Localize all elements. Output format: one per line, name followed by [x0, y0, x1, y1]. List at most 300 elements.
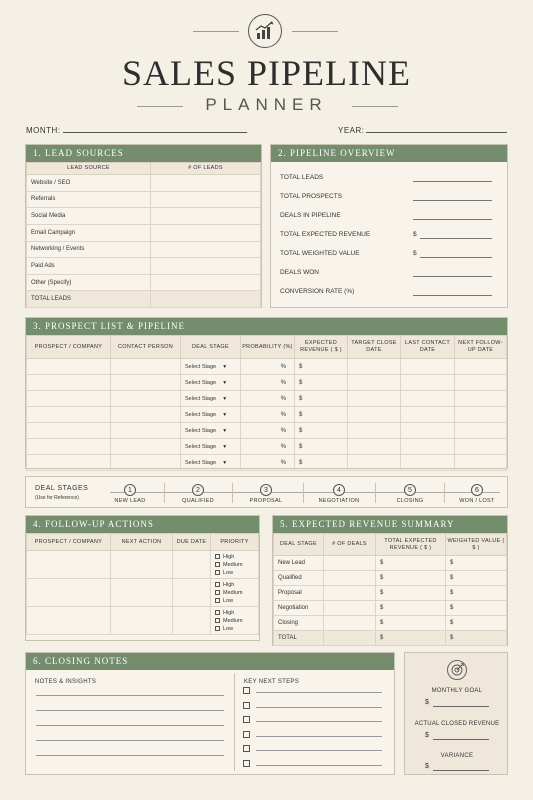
dollar-sign: $: [450, 620, 454, 626]
select-stage-label: Select Stage: [185, 363, 217, 370]
year-label: YEAR:: [338, 126, 365, 135]
followup-panel: [25, 515, 260, 641]
prospect-company-cell[interactable]: [27, 359, 111, 375]
select-stage-label: Select Stage: [185, 427, 217, 434]
page-subtitle: PLANNER: [205, 95, 328, 114]
deal-count-total-cell[interactable]: [324, 631, 376, 646]
col-last-contact-date: LAST CONTACT DATE: [401, 336, 455, 359]
col-next-action: NEXT ACTION: [111, 534, 173, 551]
next-followup-cell[interactable]: [455, 375, 507, 391]
logo-divider-right: [292, 31, 338, 32]
overview-row[interactable]: [280, 283, 498, 302]
next-step-line[interactable]: [256, 736, 382, 737]
revenue-stage-name: Qualified: [274, 571, 324, 586]
col-prospect-company: PROSPECT / COMPANY: [27, 336, 111, 359]
col-target-close-date: TARGET CLOSE DATE: [348, 336, 401, 359]
expected-revenue-cell[interactable]: [295, 423, 348, 439]
col-revenue-stage: DEAL STAGE: [274, 534, 324, 556]
checkbox-icon[interactable]: [243, 731, 250, 738]
next-step-line[interactable]: [256, 765, 382, 766]
lead-sources-panel: [25, 144, 262, 308]
deal-count-cell[interactable]: [324, 616, 376, 631]
followup-prospect-cell[interactable]: [27, 579, 111, 607]
probability-cell[interactable]: [241, 439, 295, 455]
total-expected-cell[interactable]: [376, 586, 446, 601]
monthly-goal-label: MONTHLY GOAL: [431, 688, 483, 694]
target-close-cell[interactable]: [348, 423, 401, 439]
dollar-sign: $: [413, 250, 417, 257]
prospect-list-heading: 3. PROSPECT LIST & PIPELINE: [26, 318, 507, 335]
prospect-company-cell[interactable]: [27, 455, 111, 471]
expected-revenue-cell[interactable]: [295, 359, 348, 375]
deal-stage-select[interactable]: [181, 375, 241, 391]
prospect-row: [27, 423, 507, 439]
priority-label: Low: [223, 597, 234, 604]
checkbox-icon: [215, 618, 220, 623]
total-leads-cell[interactable]: [151, 291, 261, 308]
priority-label: Low: [223, 569, 234, 576]
expected-revenue-cell[interactable]: [295, 391, 348, 407]
col-deal-stage: DEAL STAGE: [181, 336, 241, 359]
prospect-row: [27, 391, 507, 407]
checkbox-icon: [215, 554, 220, 559]
followup-heading: 4. FOLLOW-UP ACTIONS: [26, 516, 259, 533]
checkbox-icon[interactable]: [243, 745, 250, 752]
percent-sign: %: [280, 395, 286, 402]
lead-source-name: Website / SEO: [27, 175, 151, 192]
expected-revenue-cell[interactable]: [295, 455, 348, 471]
actual-closed-field[interactable]: [433, 739, 489, 740]
target-close-cell[interactable]: [348, 455, 401, 471]
deal-stage-select[interactable]: [181, 455, 241, 471]
prospect-company-cell[interactable]: [27, 375, 111, 391]
pipeline-overview-panel: [270, 144, 508, 308]
dropdown-arrow-icon: ▼: [222, 459, 228, 466]
deal-stage-select[interactable]: [181, 407, 241, 423]
priority-option[interactable]: [215, 581, 254, 589]
percent-sign: %: [280, 443, 286, 450]
overview-row[interactable]: [280, 188, 498, 207]
weighted-value-cell[interactable]: [446, 601, 507, 616]
prospect-row: [27, 439, 507, 455]
percent-sign: %: [280, 363, 286, 370]
dropdown-arrow-icon: ▼: [222, 427, 228, 434]
priority-label: Low: [223, 625, 234, 632]
next-followup-cell[interactable]: [455, 391, 507, 407]
checkbox-icon: [215, 598, 220, 603]
revenue-row: [274, 571, 507, 586]
col-lead-count: # OF LEADS: [151, 163, 261, 175]
dollar-sign: $: [450, 635, 454, 641]
select-stage-label: Select Stage: [185, 395, 217, 402]
col-expected-revenue: EXPECTED REVENUE ( $ ): [295, 336, 348, 359]
contact-person-cell[interactable]: [111, 375, 181, 391]
followup-prospect-cell[interactable]: [27, 551, 111, 579]
next-followup-cell[interactable]: [455, 423, 507, 439]
dollar-sign: $: [299, 459, 303, 466]
dollar-sign: $: [413, 231, 417, 238]
revenue-summary-heading: 5. EXPECTED REVENUE SUMMARY: [273, 516, 507, 533]
stage-name: CLOSING: [396, 498, 424, 504]
contact-person-cell[interactable]: [111, 455, 181, 471]
dollar-sign: $: [380, 605, 384, 611]
priority-cell: [211, 579, 259, 607]
select-stage-label: Select Stage: [185, 443, 217, 450]
last-contact-cell[interactable]: [401, 423, 455, 439]
select-stage-label: Select Stage: [185, 459, 217, 466]
deal-stage-select[interactable]: [181, 359, 241, 375]
stage-name: WON / LOST: [459, 498, 495, 504]
stage-name: NEW LEAD: [114, 498, 146, 504]
weighted-value-cell[interactable]: [446, 586, 507, 601]
next-step-line[interactable]: [256, 721, 382, 722]
overview-label: TOTAL EXPECTED REVENUE: [280, 231, 371, 238]
last-contact-cell[interactable]: [401, 455, 455, 471]
stage-number-badge: 6: [471, 484, 483, 496]
deal-count-cell[interactable]: [324, 586, 376, 601]
dropdown-arrow-icon: ▼: [222, 379, 228, 386]
priority-option[interactable]: [215, 625, 254, 633]
next-followup-cell[interactable]: [455, 407, 507, 423]
next-followup-cell[interactable]: [455, 359, 507, 375]
revenue-stage-name: Proposal: [274, 586, 324, 601]
prospect-row: [27, 407, 507, 423]
priority-cell: [211, 551, 259, 579]
target-close-cell[interactable]: [348, 391, 401, 407]
total-leads-label: TOTAL LEADS: [27, 291, 151, 308]
revenue-total-label: TOTAL: [274, 631, 324, 646]
revenue-row: [274, 556, 507, 571]
last-contact-cell[interactable]: [401, 391, 455, 407]
closing-notes-heading: 6. CLOSING NOTES: [26, 653, 394, 670]
stage-separator: [303, 483, 304, 503]
prospect-company-cell[interactable]: [27, 423, 111, 439]
prospect-company-cell[interactable]: [27, 439, 111, 455]
contact-person-cell[interactable]: [111, 359, 181, 375]
dollar-sign: $: [380, 560, 384, 566]
deal-stages-panel: [25, 476, 508, 508]
total-expected-cell[interactable]: [376, 601, 446, 616]
dollar-sign: $: [425, 699, 429, 706]
priority-label: Medium: [223, 617, 243, 624]
prospect-table: [26, 335, 507, 471]
dollar-sign: $: [299, 379, 303, 386]
variance-label: VARIANCE: [440, 753, 474, 759]
revenue-row: [274, 601, 507, 616]
weighted-total-cell[interactable]: [446, 631, 507, 646]
col-probability: PROBABILITY (%): [241, 336, 295, 359]
total-expected-cell[interactable]: [376, 616, 446, 631]
priority-option[interactable]: [215, 589, 254, 597]
stage-number-badge: 3: [260, 484, 272, 496]
col-contact-person: CONTACT PERSON: [111, 336, 181, 359]
followup-prospect-cell[interactable]: [27, 607, 111, 635]
lead-sources-heading: 1. LEAD SOURCES: [26, 145, 261, 162]
month-field[interactable]: [63, 132, 247, 133]
stage-separator: [164, 483, 165, 503]
deal-stage-select[interactable]: [181, 423, 241, 439]
year-field[interactable]: [366, 132, 507, 133]
lead-source-name: Social Media: [27, 208, 151, 225]
lead-count-cell[interactable]: [151, 175, 261, 192]
probability-cell[interactable]: [241, 423, 295, 439]
overview-label: DEALS WON: [280, 269, 320, 276]
priority-label: High: [223, 553, 235, 560]
priority-label: High: [223, 581, 235, 588]
prospect-company-cell[interactable]: [27, 391, 111, 407]
priority-option[interactable]: [215, 569, 254, 577]
lead-source-name: Referrals: [27, 191, 151, 208]
lead-count-cell[interactable]: [151, 208, 261, 225]
priority-label: Medium: [223, 561, 243, 568]
deal-count-cell[interactable]: [324, 601, 376, 616]
dollar-sign: $: [450, 590, 454, 596]
col-priority: PRIORITY: [211, 534, 259, 551]
prospect-company-cell[interactable]: [27, 407, 111, 423]
dollar-sign: $: [299, 411, 303, 418]
last-contact-cell[interactable]: [401, 359, 455, 375]
target-close-cell[interactable]: [348, 359, 401, 375]
target-icon: [447, 660, 467, 680]
stage-separator: [232, 483, 233, 503]
stage-number-badge: 5: [404, 484, 416, 496]
percent-sign: %: [280, 411, 286, 418]
dropdown-arrow-icon: ▼: [222, 395, 228, 402]
overview-label: TOTAL PROSPECTS: [280, 193, 343, 200]
pipeline-overview-heading: 2. PIPELINE OVERVIEW: [271, 145, 507, 162]
dollar-sign: $: [299, 443, 303, 450]
lead-source-name: Paid Ads: [27, 258, 151, 275]
lead-source-name: Email Campaign: [27, 224, 151, 241]
prospect-list-panel: [25, 317, 508, 469]
expected-revenue-cell[interactable]: [295, 407, 348, 423]
stage-connector-line: [110, 492, 500, 493]
goals-panel: [404, 652, 508, 775]
percent-sign: %: [280, 459, 286, 466]
weighted-value-cell[interactable]: [446, 556, 507, 571]
revenue-row: [274, 586, 507, 601]
overview-row[interactable]: [280, 207, 498, 226]
deal-count-cell[interactable]: [324, 556, 376, 571]
stage-name: PROPOSAL: [249, 498, 283, 504]
target-close-cell[interactable]: [348, 407, 401, 423]
deal-stages-note: (Use for Reference): [35, 495, 79, 501]
page-title: SALES PIPELINE: [121, 53, 411, 93]
next-followup-cell[interactable]: [455, 439, 507, 455]
contact-person-cell[interactable]: [111, 407, 181, 423]
checkbox-icon[interactable]: [243, 716, 250, 723]
stage-name: NEGOTIATION: [318, 498, 360, 504]
overview-row[interactable]: [280, 245, 498, 264]
overview-label: TOTAL LEADS: [280, 174, 324, 181]
followup-table: [26, 533, 259, 635]
checkbox-icon: [215, 590, 220, 595]
overview-label: TOTAL WEIGHTED VALUE: [280, 250, 360, 257]
dollar-sign: $: [425, 732, 429, 739]
col-deal-count: # OF DEALS: [324, 534, 376, 556]
dollar-sign: $: [380, 575, 384, 581]
checkbox-icon: [215, 582, 220, 587]
priority-cell: [211, 607, 259, 635]
dropdown-arrow-icon: ▼: [222, 363, 228, 370]
weighted-value-cell[interactable]: [446, 616, 507, 631]
lead-sources-table: [26, 162, 261, 308]
prospect-row: [27, 455, 507, 471]
lead-count-cell[interactable]: [151, 258, 261, 275]
priority-label: High: [223, 609, 235, 616]
col-lead-source: LEAD SOURCE: [27, 163, 151, 175]
prospect-row: [27, 375, 507, 391]
dropdown-arrow-icon: ▼: [222, 411, 228, 418]
stage-number-badge: 2: [192, 484, 204, 496]
col-next-followup-date: NEXT FOLLOW-UP DATE: [455, 336, 507, 359]
closing-notes-panel: [25, 652, 395, 775]
priority-option[interactable]: [215, 609, 254, 617]
probability-cell[interactable]: [241, 359, 295, 375]
next-step-line[interactable]: [256, 750, 382, 751]
checkbox-icon[interactable]: [243, 760, 250, 767]
dollar-sign: $: [299, 363, 303, 370]
next-followup-cell[interactable]: [455, 455, 507, 471]
stage-separator: [375, 483, 376, 503]
variance-field[interactable]: [433, 770, 489, 771]
checkbox-icon: [215, 570, 220, 575]
percent-sign: %: [280, 427, 286, 434]
notes-label: NOTES & INSIGHTS: [35, 679, 97, 685]
next-step-line[interactable]: [256, 692, 382, 693]
probability-cell[interactable]: [241, 375, 295, 391]
revenue-stage-name: Closing: [274, 616, 324, 631]
deal-count-cell[interactable]: [324, 571, 376, 586]
priority-option[interactable]: [215, 561, 254, 569]
expected-revenue-cell[interactable]: [295, 375, 348, 391]
priority-option[interactable]: [215, 553, 254, 561]
contact-person-cell[interactable]: [111, 423, 181, 439]
select-stage-label: Select Stage: [185, 379, 217, 386]
due-date-cell[interactable]: [173, 607, 211, 635]
due-date-cell[interactable]: [173, 579, 211, 607]
col-followup-prospect: PROSPECT / COMPANY: [27, 534, 111, 551]
stage-separator: [444, 483, 445, 503]
dollar-sign: $: [450, 605, 454, 611]
checkbox-icon: [215, 610, 220, 615]
dollar-sign: $: [380, 635, 384, 641]
deal-stage-select[interactable]: [181, 391, 241, 407]
col-weighted-value: WEIGHTED VALUE ( $ ): [446, 534, 507, 556]
priority-option[interactable]: [215, 597, 254, 605]
notes-line[interactable]: [36, 740, 224, 741]
dropdown-arrow-icon: ▼: [222, 443, 228, 450]
expected-total-cell[interactable]: [376, 631, 446, 646]
actual-closed-label: ACTUAL CLOSED REVENUE: [414, 721, 500, 727]
next-action-cell[interactable]: [111, 551, 173, 579]
target-close-cell[interactable]: [348, 439, 401, 455]
notes-line[interactable]: [36, 725, 224, 726]
select-stage-label: Select Stage: [185, 411, 217, 418]
total-expected-cell[interactable]: [376, 571, 446, 586]
percent-sign: %: [280, 379, 286, 386]
col-total-expected: TOTAL EXPECTED REVENUE ( $ ): [376, 534, 446, 556]
deal-stages-title: DEAL STAGES: [35, 485, 89, 492]
lead-count-cell[interactable]: [151, 274, 261, 291]
notes-line[interactable]: [36, 695, 224, 696]
revenue-table: [273, 533, 507, 646]
weighted-value-cell[interactable]: [446, 571, 507, 586]
checkbox-icon: [215, 626, 220, 631]
priority-option[interactable]: [215, 617, 254, 625]
overview-label: DEALS IN PIPELINE: [280, 212, 341, 219]
last-contact-cell[interactable]: [401, 407, 455, 423]
contact-person-cell[interactable]: [111, 391, 181, 407]
next-step-line[interactable]: [256, 707, 382, 708]
prospect-row: [27, 359, 507, 375]
lead-count-cell[interactable]: [151, 191, 261, 208]
lead-count-cell[interactable]: [151, 224, 261, 241]
followup-row: [27, 607, 259, 635]
expected-revenue-cell[interactable]: [295, 439, 348, 455]
stage-name: QUALIFIED: [182, 498, 214, 504]
stage-number-badge: 4: [333, 484, 345, 496]
lead-source-name: Networking / Events: [27, 241, 151, 258]
next-action-cell[interactable]: [111, 579, 173, 607]
monthly-goal-field[interactable]: [433, 706, 489, 707]
dollar-sign: $: [299, 427, 303, 434]
col-due-date: DUE DATE: [173, 534, 211, 551]
contact-person-cell[interactable]: [111, 439, 181, 455]
logo-divider-left: [193, 31, 239, 32]
lead-count-cell[interactable]: [151, 241, 261, 258]
next-action-cell[interactable]: [111, 607, 173, 635]
overview-row[interactable]: [280, 264, 498, 283]
month-label: MONTH:: [26, 126, 61, 135]
checkbox-icon[interactable]: [243, 687, 250, 694]
followup-row: [27, 579, 259, 607]
overview-row[interactable]: [280, 169, 498, 188]
dollar-sign: $: [380, 590, 384, 596]
revenue-row: [274, 616, 507, 631]
checkbox-icon: [215, 562, 220, 567]
lead-source-name: Other (Specify): [27, 274, 151, 291]
dollar-sign: $: [425, 763, 429, 770]
followup-row: [27, 551, 259, 579]
last-contact-cell[interactable]: [401, 375, 455, 391]
revenue-stage-name: New Lead: [274, 556, 324, 571]
overview-label: CONVERSION RATE (%): [280, 288, 355, 295]
total-expected-cell[interactable]: [376, 556, 446, 571]
revenue-summary-panel: [272, 515, 508, 646]
probability-cell[interactable]: [241, 455, 295, 471]
probability-cell[interactable]: [241, 407, 295, 423]
deal-stage-select[interactable]: [181, 439, 241, 455]
notes-line[interactable]: [36, 755, 224, 756]
checkbox-icon[interactable]: [243, 702, 250, 709]
revenue-stage-name: Negotiation: [274, 601, 324, 616]
target-close-cell[interactable]: [348, 375, 401, 391]
closing-divider: [234, 673, 235, 771]
dollar-sign: $: [380, 620, 384, 626]
dollar-sign: $: [450, 560, 454, 566]
dollar-sign: $: [299, 395, 303, 402]
dollar-sign: $: [450, 575, 454, 581]
notes-line[interactable]: [36, 710, 224, 711]
last-contact-cell[interactable]: [401, 439, 455, 455]
priority-label: Medium: [223, 589, 243, 596]
due-date-cell[interactable]: [173, 551, 211, 579]
probability-cell[interactable]: [241, 391, 295, 407]
stage-number-badge: 1: [124, 484, 136, 496]
overview-row[interactable]: [280, 226, 498, 245]
revenue-total-row: [274, 631, 507, 646]
